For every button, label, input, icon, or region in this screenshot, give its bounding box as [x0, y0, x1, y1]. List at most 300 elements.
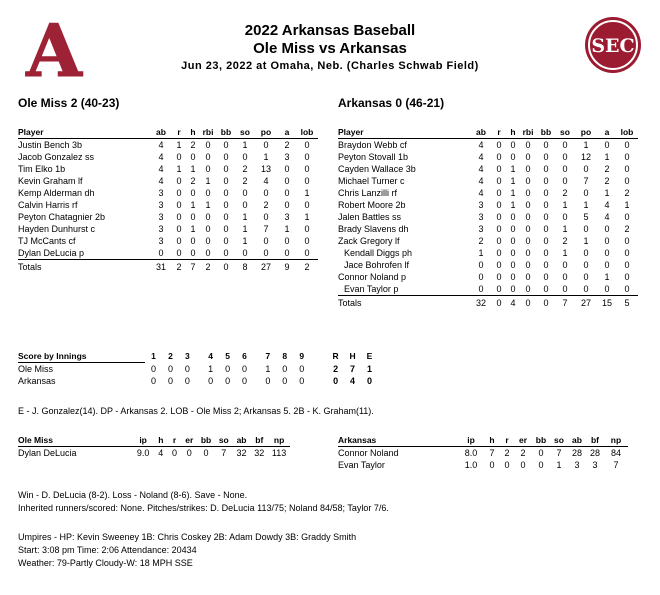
stat-cell: 3	[284, 152, 290, 162]
pitching-column-header: bf	[250, 434, 268, 447]
stat-cell: 0	[296, 247, 318, 260]
table-row	[338, 163, 638, 175]
pitching-stat: 0	[520, 460, 526, 470]
header-row	[18, 126, 318, 139]
inning-score: 0	[151, 363, 157, 374]
stat-cell: 0	[176, 224, 182, 234]
stat-cell: 0	[223, 212, 229, 222]
inning-score: 0	[167, 363, 173, 374]
stat-cell: 1	[604, 188, 610, 198]
totals-row	[338, 296, 638, 310]
stat-cell: 0	[223, 224, 229, 234]
pitching-column-header: er	[181, 434, 197, 447]
stat-cell: 0	[304, 236, 310, 246]
stat-cell: 0	[543, 200, 549, 210]
stat-cell: 0	[172, 247, 186, 260]
table-row	[18, 235, 318, 247]
linescore-header-row	[18, 350, 378, 363]
stat-cell: 0	[556, 283, 574, 296]
stat-cell: 1	[510, 164, 516, 174]
player-name: Connor Noland p	[338, 272, 407, 282]
stat-cell: 3	[158, 200, 164, 210]
stat-cell: 7	[583, 176, 589, 186]
pitching-row	[338, 459, 628, 471]
stat-cell: 0	[263, 212, 269, 222]
stat-cell: 12	[580, 152, 591, 162]
pitching-stat: 8.0	[464, 448, 478, 458]
stat-cell: 0	[176, 236, 182, 246]
stat-cell: 0	[525, 152, 531, 162]
column-header: ab	[150, 126, 172, 139]
stat-cell: 0	[223, 188, 229, 198]
stat-cell: 0	[304, 140, 310, 150]
stat-cell: 0	[254, 247, 278, 260]
pitching-column-header: so	[550, 434, 568, 447]
stat-cell: 0	[510, 236, 516, 246]
total-cell: 31	[155, 262, 166, 272]
stat-cell: 0	[543, 248, 549, 258]
pitching-stat: 3	[574, 460, 580, 470]
column-header: a	[278, 126, 296, 139]
stat-cell: 0	[510, 212, 516, 222]
pitching-stat: 1	[556, 460, 562, 470]
stat-cell: 0	[543, 152, 549, 162]
column-header: h	[506, 126, 520, 139]
total-cell: 2	[176, 262, 182, 272]
table-row	[18, 175, 318, 187]
stat-cell: 0	[604, 236, 610, 246]
stat-cell: 0	[470, 283, 492, 296]
pitching-stat: 32	[236, 448, 247, 458]
stat-cell: 0	[562, 164, 568, 174]
pitching-stat: 7	[221, 448, 227, 458]
stat-cell: 0	[223, 140, 229, 150]
pitching-stat: 113	[271, 448, 287, 458]
stat-cell: 0	[525, 236, 531, 246]
stat-cell: 1	[242, 212, 248, 222]
stat-cell: 0	[478, 272, 484, 282]
pitching-column-header: ab	[568, 434, 586, 447]
home-pitching-table	[338, 434, 628, 471]
player-name: Justin Bench 3b	[18, 140, 83, 150]
stat-cell: 0	[263, 140, 269, 150]
stat-cell: 1	[624, 200, 630, 210]
stat-cell: 2	[263, 200, 269, 210]
pitching-column-header: bf	[586, 434, 604, 447]
inning-score: 0	[242, 376, 248, 386]
stat-cell: 1	[205, 200, 211, 210]
rhe-value: 0	[366, 376, 372, 386]
stat-cell: 0	[304, 152, 310, 162]
inning-score: 0	[242, 363, 248, 374]
table-row	[18, 187, 318, 199]
total-cell: 7	[190, 262, 196, 272]
stat-cell: 4	[478, 188, 484, 198]
stat-cell: 1	[242, 140, 248, 150]
stat-cell: 0	[205, 188, 211, 198]
pitching-stat: 0	[489, 460, 495, 470]
stat-cell: 1	[304, 212, 310, 222]
home-team-heading: Arkansas 0 (46-21)	[338, 96, 445, 110]
stat-cell: 0	[616, 283, 638, 296]
total-cell: 4	[510, 298, 516, 308]
stat-cell: 0	[242, 188, 248, 198]
inning-header: 4	[208, 351, 214, 362]
rhe-value: 7	[350, 363, 356, 374]
totals-row	[18, 260, 318, 274]
stat-cell: 0	[176, 188, 182, 198]
stat-cell: 3	[158, 212, 164, 222]
pitching-stat: 84	[610, 448, 621, 458]
stat-cell: 1	[263, 152, 269, 162]
stat-cell: 0	[562, 260, 568, 270]
stat-cell: 0	[223, 200, 229, 210]
stat-cell: 0	[205, 164, 211, 174]
stat-cell: 13	[260, 164, 271, 174]
stat-cell: 2	[604, 164, 610, 174]
stat-cell: 0	[284, 200, 290, 210]
stat-cell: 1	[510, 188, 516, 198]
total-cell: 8	[242, 262, 248, 272]
linescore-team: Arkansas	[18, 376, 56, 386]
stat-cell: 3	[158, 224, 164, 234]
stat-cell: 0	[186, 247, 200, 260]
table-row	[338, 259, 638, 271]
player-name: Hayden Dunhurst c	[18, 224, 96, 234]
pitching-stat: 4	[158, 448, 164, 458]
player-name: TJ McCants cf	[18, 236, 76, 246]
stat-cell: 0	[525, 140, 531, 150]
pitching-column-header: np	[268, 434, 290, 447]
stat-cell: 0	[278, 247, 296, 260]
away-team-heading: Ole Miss 2 (40-23)	[18, 96, 120, 110]
stat-cell: 1	[176, 140, 182, 150]
player-name: Robert Moore 2b	[338, 200, 406, 210]
stat-cell: 0	[506, 283, 520, 296]
stat-cell: 0	[176, 152, 182, 162]
stat-cell: 0	[604, 140, 610, 150]
stat-cell: 0	[205, 236, 211, 246]
stat-cell: 0	[236, 247, 254, 260]
stat-cell: 1	[176, 164, 182, 174]
stat-cell: 0	[543, 188, 549, 198]
stat-cell: 0	[604, 224, 610, 234]
stat-cell: 0	[583, 260, 589, 270]
player-name: Peyton Stovall 1b	[338, 152, 409, 162]
pitching-stat: 28	[571, 448, 582, 458]
pitching-stat: 0	[186, 448, 192, 458]
stat-cell: 0	[624, 236, 630, 246]
column-header: lob	[616, 126, 638, 139]
column-header: so	[556, 126, 574, 139]
stat-cell: 0	[223, 152, 229, 162]
stat-cell: 0	[223, 236, 229, 246]
stat-cell: 0	[583, 164, 589, 174]
stat-cell: 0	[543, 212, 549, 222]
player-name: Peyton Chatagnier 2b	[18, 212, 106, 222]
rhe-value: 2	[333, 363, 339, 374]
pitching-stat: 0	[203, 448, 209, 458]
stat-cell: 0	[190, 236, 196, 246]
stat-cell: 0	[496, 260, 502, 270]
stat-cell: 0	[496, 212, 502, 222]
stat-cell: 1	[284, 224, 290, 234]
inning-score: 0	[282, 376, 288, 386]
stat-cell: 0	[496, 140, 502, 150]
arkansas-logo-letter: A	[26, 14, 82, 82]
rhe-header: E	[366, 351, 373, 362]
pitching-column-header: so	[215, 434, 233, 447]
decisions: Win - D. DeLucia (8-2). Loss - Noland (8-6). Save - None.	[18, 490, 248, 500]
stat-cell: 0	[216, 247, 236, 260]
column-header: r	[172, 126, 186, 139]
pitcher-name: Dylan DeLucia	[18, 448, 77, 458]
player-name: Chris Lanzilli rf	[338, 188, 398, 198]
table-row	[18, 223, 318, 235]
stat-cell: 2	[190, 176, 196, 186]
pitching-stat: 0	[504, 460, 510, 470]
player-name: Braydon Webb cf	[338, 140, 407, 150]
pitching-stat: 7	[556, 448, 562, 458]
inning-score: 0	[167, 376, 173, 386]
pitching-column-header: ip	[458, 434, 484, 447]
away-pitching-table	[18, 434, 290, 459]
pitching-stat: 9.0	[136, 448, 150, 458]
pitching-stat: 2	[504, 448, 510, 458]
stat-cell: 0	[574, 283, 598, 296]
stat-cell: 1	[510, 176, 516, 186]
stat-cell: 1	[242, 236, 248, 246]
pitching-column-header: er	[514, 434, 532, 447]
stat-cell: 3	[284, 212, 290, 222]
pitching-column-header: h	[484, 434, 500, 447]
stat-cell: 5	[583, 212, 589, 222]
player-name: Zack Gregory lf	[338, 236, 400, 246]
player-name: Jacob Gonzalez ss	[18, 152, 95, 162]
pitcher-name: Connor Noland	[338, 448, 399, 458]
table-row	[18, 151, 318, 163]
stat-cell: 0	[284, 164, 290, 174]
stat-cell: 0	[543, 224, 549, 234]
stat-cell: 1	[583, 236, 589, 246]
stat-cell: 0	[543, 176, 549, 186]
stat-cell: 0	[543, 164, 549, 174]
stat-cell: 0	[624, 260, 630, 270]
stat-cell: 1	[242, 224, 248, 234]
stat-cell: 2	[624, 188, 630, 198]
stat-cell: 0	[304, 200, 310, 210]
pitching-stat: 7	[613, 460, 619, 470]
stat-cell: 0	[496, 164, 502, 174]
stat-cell: 0	[496, 152, 502, 162]
table-row	[338, 235, 638, 247]
inning-score: 1	[208, 363, 214, 374]
table-row	[338, 223, 638, 235]
rhe-value: 0	[333, 376, 339, 386]
pitching-stat: 2	[520, 448, 526, 458]
table-row	[338, 211, 638, 223]
player-name: Tim Elko 1b	[18, 164, 66, 174]
stat-cell: 4	[604, 200, 610, 210]
table-row	[338, 175, 638, 187]
column-header: a	[598, 126, 616, 139]
stat-cell: 1	[478, 248, 484, 258]
totals-label: Totals	[338, 298, 362, 308]
pitching-column-header: r	[168, 434, 182, 447]
total-cell: 0	[223, 262, 229, 272]
stat-cell: 3	[158, 236, 164, 246]
table-row	[18, 139, 318, 152]
player-name: Calvin Harris rf	[18, 200, 78, 210]
stat-cell: 0	[492, 283, 506, 296]
pitching-stat: 7	[489, 448, 495, 458]
stat-cell: 4	[158, 152, 164, 162]
inning-score: 0	[299, 376, 305, 386]
stat-cell: 0	[562, 152, 568, 162]
stat-cell: 0	[624, 272, 630, 282]
table-row	[338, 187, 638, 199]
stat-cell: 0	[525, 176, 531, 186]
column-header: Player	[338, 126, 470, 139]
pitching-stat: 3	[592, 460, 598, 470]
pitching-column-header: Arkansas	[338, 434, 458, 447]
linescore-row	[18, 363, 378, 376]
pitching-column-header: np	[604, 434, 628, 447]
stat-cell: 0	[496, 200, 502, 210]
rhe-header: R	[332, 351, 339, 362]
inning-score: 0	[184, 363, 190, 374]
stat-cell: 1	[304, 188, 310, 198]
total-cell: 2	[304, 262, 310, 272]
stat-cell: 0	[242, 152, 248, 162]
pitching-stat: 0	[538, 460, 544, 470]
stat-cell: 0	[510, 272, 516, 282]
stat-cell: 3	[478, 224, 484, 234]
stat-cell: 0	[205, 140, 211, 150]
inning-header: 1	[151, 351, 156, 362]
stat-cell: 3	[478, 212, 484, 222]
column-header: bb	[536, 126, 556, 139]
stat-cell: 1	[190, 164, 196, 174]
weather: Weather: 79-Partly Cloudy-W: 18 MPH SSE	[18, 558, 193, 568]
stat-cell: 0	[150, 247, 172, 260]
stat-cell: 4	[604, 212, 610, 222]
column-header: rbi	[520, 126, 536, 139]
stat-cell: 0	[525, 188, 531, 198]
pitching-column-header: h	[154, 434, 168, 447]
column-header: po	[574, 126, 598, 139]
player-name: Michael Turner c	[338, 176, 405, 186]
table-row	[338, 247, 638, 259]
column-header: h	[186, 126, 200, 139]
stat-cell: 0	[543, 140, 549, 150]
report-title: 2022 Arkansas Baseball	[244, 22, 416, 39]
stat-cell: 0	[562, 272, 568, 282]
inning-header: 9	[299, 351, 305, 362]
column-header: bb	[216, 126, 236, 139]
pitching-stat: 0	[538, 448, 544, 458]
stat-cell: 0	[562, 176, 568, 186]
stat-cell: 3	[478, 200, 484, 210]
column-header: so	[236, 126, 254, 139]
stat-cell: 4	[263, 176, 269, 186]
game-notes: E - J. Gonzalez(14). DP - Arkansas 2. LOB - Ole Miss 2; Arkansas 5. 2B - K. Graham(11).	[18, 406, 374, 416]
pitching-column-header: ip	[132, 434, 154, 447]
stat-cell: 0	[496, 176, 502, 186]
rhe-value: 4	[350, 376, 356, 386]
stat-cell: 0	[624, 212, 630, 222]
stat-cell: 0	[525, 212, 531, 222]
inning-header: 2	[168, 351, 173, 362]
stat-cell: 0	[624, 248, 630, 258]
stat-cell: 1	[562, 248, 568, 258]
stat-cell: 0	[543, 260, 549, 270]
player-name: Dylan DeLucia p	[18, 247, 150, 260]
stat-cell: 4	[158, 164, 164, 174]
stat-cell: 0	[583, 248, 589, 258]
stat-cell: 4	[478, 176, 484, 186]
stat-cell: 0	[190, 212, 196, 222]
stat-cell: 0	[510, 248, 516, 258]
inning-score: 0	[265, 376, 271, 386]
stat-cell: 0	[604, 248, 610, 258]
stat-cell: 0	[496, 236, 502, 246]
total-cell: 32	[475, 298, 486, 308]
player-name: Jalen Battles ss	[338, 212, 402, 222]
stat-cell: 0	[205, 212, 211, 222]
home-batting-table	[338, 126, 638, 309]
pitching-row	[18, 447, 290, 460]
pitching-column-header: r	[500, 434, 514, 447]
inning-score: 0	[208, 376, 214, 386]
inning-score: 0	[299, 363, 305, 374]
stat-cell: 4	[478, 140, 484, 150]
stat-cell: 0	[263, 188, 269, 198]
inning-header: 5	[225, 351, 230, 362]
stat-cell: 0	[510, 152, 516, 162]
table-row	[338, 151, 638, 163]
pitching-header-row	[338, 434, 628, 447]
stat-cell: 0	[205, 152, 211, 162]
pitcher-name: Evan Taylor	[338, 460, 385, 470]
stat-cell: 2	[190, 140, 196, 150]
player-name: Kendall Diggs ph	[344, 248, 413, 258]
rhe-value: 1	[366, 363, 372, 374]
stat-cell: 0	[562, 140, 568, 150]
column-header: lob	[296, 126, 318, 139]
inning-score: 1	[265, 363, 271, 374]
total-cell: 27	[580, 298, 591, 308]
stat-cell: 0	[205, 224, 211, 234]
stat-cell: 0	[510, 260, 516, 270]
stat-cell: 1	[583, 200, 589, 210]
pitching-column-header: Ole Miss	[18, 434, 132, 447]
stat-cell: 0	[624, 164, 630, 174]
start-time: Start: 3:08 pm Time: 2:06 Attendance: 20434	[18, 545, 197, 555]
stat-cell: 1	[190, 224, 196, 234]
player-name: Cayden Wallace 3b	[338, 164, 416, 174]
stat-cell: 0	[304, 224, 310, 234]
total-cell: 27	[260, 262, 271, 272]
column-header: ab	[470, 126, 492, 139]
inning-score: 0	[225, 363, 231, 374]
stat-cell: 0	[624, 140, 630, 150]
stat-cell: 1	[583, 140, 589, 150]
linescore-heading: Score by Innings	[18, 350, 145, 363]
stat-cell: 4	[158, 176, 164, 186]
table-row	[338, 199, 638, 211]
stat-cell: 0	[284, 176, 290, 186]
